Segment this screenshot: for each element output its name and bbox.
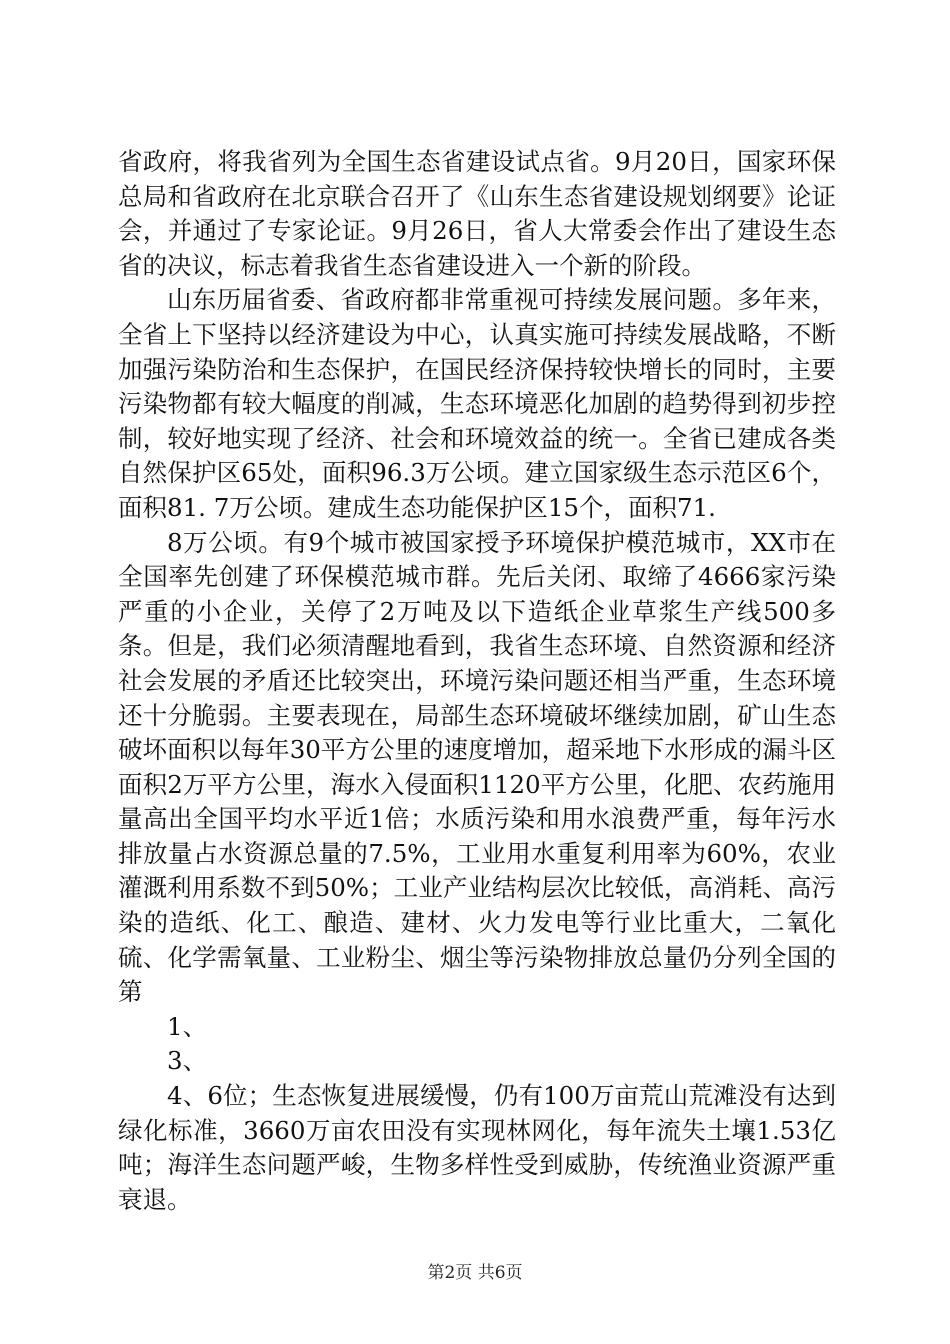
paragraph-2: 山东历届省委、省政府都非常重视可持续发展问题。多年来，全省上下坚持以经济建设为中心，认真实施可持续发展战略，不断加强污染防治和生态保护，在国民经济保持较快增长的同时，主要污染物都有较大幅度的削减，生态环境恶化加剧的趋势得到初步控制，较好地实现了经济、社会和环境效益的统一。全省已建成各类自然保护区65处，面积96.3万公顷。建立国家级生态示范区6个，面积81. 7万公顷。建成生态功能保护区15个，面积71. bbox=[118, 285, 836, 522]
paragraph-3: 8万公顷。有9个城市被国家授予环境保护模范城市，XX市在全国率先创建了环保模范城市群。先后关闭、取缔了4666家污染严重的小企业，关停了2万吨及以下造纸企业草浆生产线500多条。但是，我们必须清醒地看到，我省生态环境、自然资源和经济社会发展的矛盾还比较突出，环境污染问题还相当严重，生态环境还十分脆弱。主要表现在，局部生态环境破坏继续加剧，矿山生态破坏面积以每年30平方公里的速度增加，超采地下水形成的漏斗区面积2万平方公里，海水入侵面积1120平方公里，化肥、农药施用量高出全国平均水平近1倍；水质污染和用水浪费严重，每年污水排放量占水资源总量的7.5%，工业用水重复利用率为60%，农业灌溉利用系数不到50%；工业产业结构层次比较低，高消耗、高污染的造纸、化工、酿造、建材、火力发电等行业比重大，二氧化硫、化学需氧量、工业粉尘、烟尘等污染物排放总量仍分列全国的第 bbox=[118, 527, 836, 1007]
paragraph-1: 省政府，将我省列为全国生态省建设试点省。9月20日，国家环保总局和省政府在北京联合召开了《山东生态省建设规划纲要》论证会，并通过了专家论证。9月26日，省人大常委会作出了建设生态省的决议，标志着我省生态省建设进入一个新的阶段。 bbox=[118, 147, 836, 280]
page-number-footer: 第2页 共6页 bbox=[427, 1263, 523, 1283]
paragraph-4: 1、 bbox=[167, 1011, 208, 1041]
paragraph-5: 3、 bbox=[167, 1046, 208, 1076]
document-body bbox=[118, 145, 836, 1217]
paragraph-6: 4、6位；生态恢复进展缓慢，仍有100万亩荒山荒滩没有达到绿化标准，3660万亩农田没有实现林网化，每年流失土壤1.53亿吨；海洋生态问题严峻，生物多样性受到威胁，传统渔业资源严重衰退。 bbox=[118, 1081, 836, 1214]
